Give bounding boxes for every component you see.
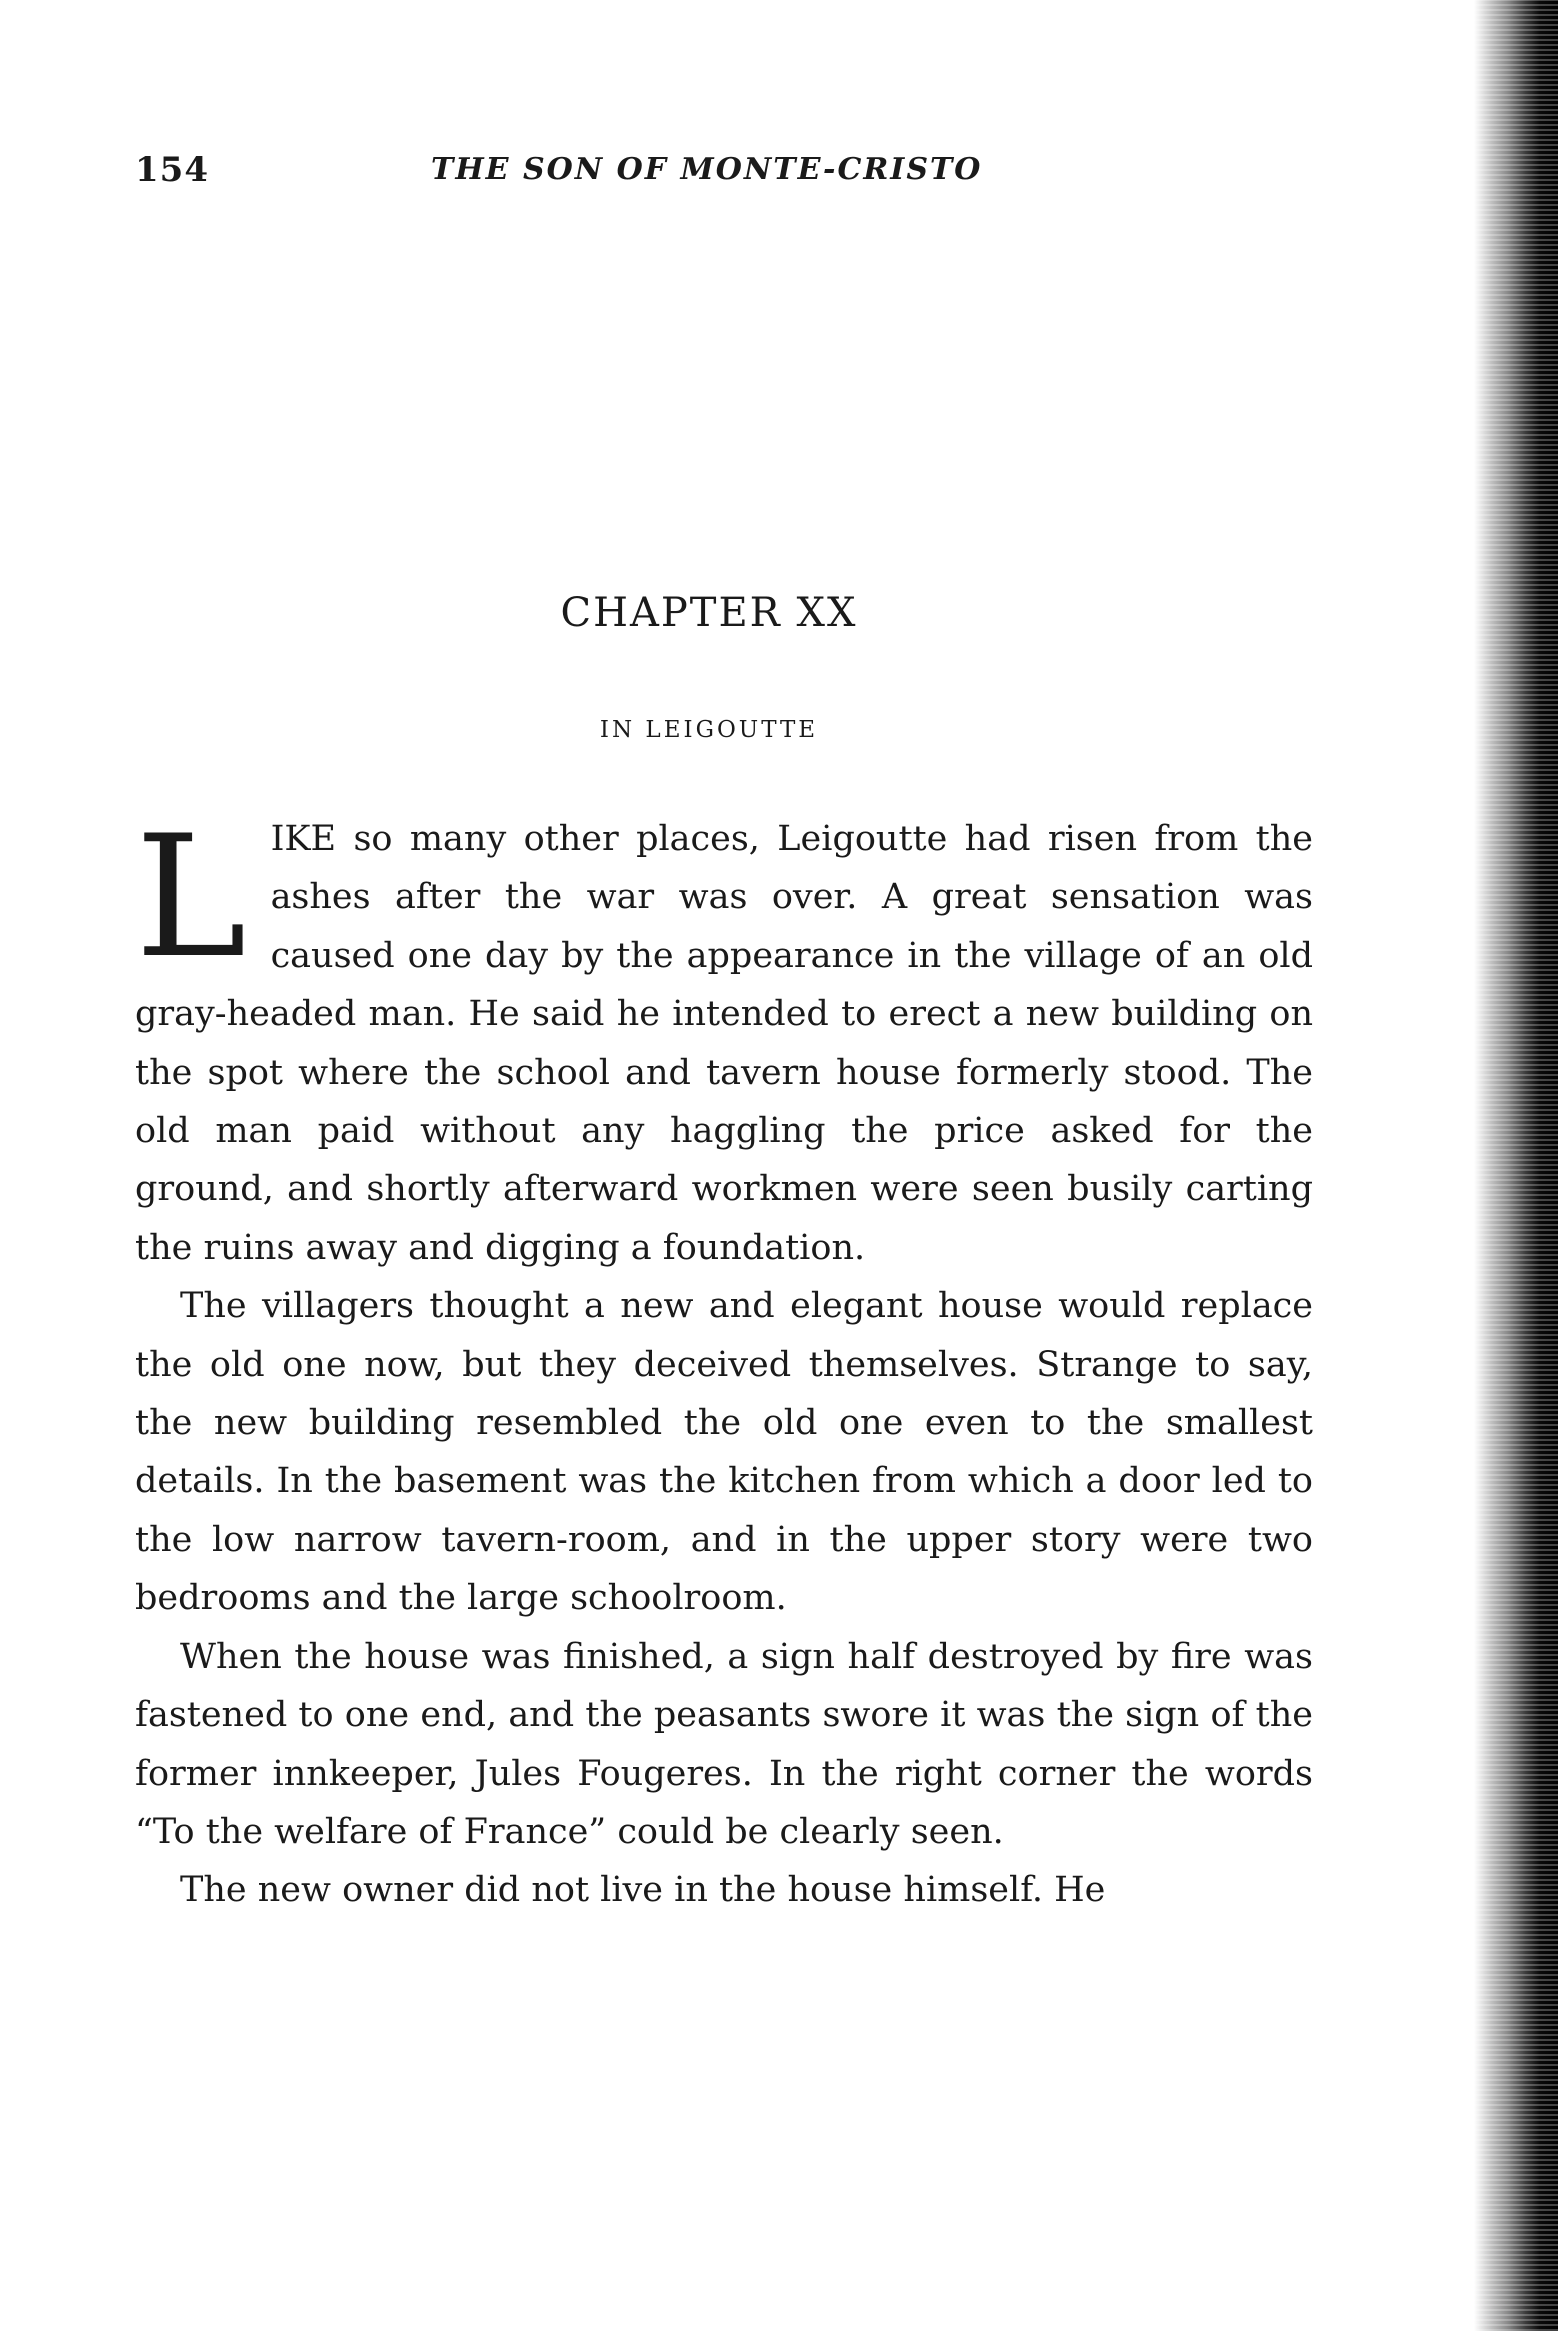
- body-text: [135, 799, 1313, 1920]
- paragraph: [135, 799, 1313, 1277]
- paragraph: The new owner did not live in the house himself. He: [180, 1870, 1106, 1911]
- running-header: [135, 150, 1315, 200]
- chapter-subtitle: IN LEIGOUTTE: [599, 717, 819, 743]
- page-edge-shadow: [1474, 0, 1558, 2331]
- page-number: 154: [135, 150, 209, 190]
- chapter-heading: CHAPTER XX: [560, 590, 858, 636]
- running-title: THE SON OF MONTE-CRISTO: [431, 152, 983, 187]
- paragraph-text: IKE so many other places, Leigoutte had risen from the ashes after the war was over. A great sensation was caused one day by the appearance in the village of an old gray-headed man. He said he intended to erect a new building on the spot where the school and tavern house formerly stood. The old man paid without any haggling the price asked for the ground, and shortly afterward workmen were seen busily carting the ruins away and digging a foundation.: [135, 819, 1313, 1268]
- paragraph: When the house was finished, a sign half destroyed by fire was fastened to one end, and the peasants swore it was the sign of the former innkeeper, Jules Fougeres. In the right corner the words “To the welfare of France” could be clearly seen.: [135, 1636, 1313, 1852]
- paragraph: The villagers thought a new and elegant house would replace the old one now, but they deceived themselves. Strange to say, the new building resembled the old one even to the smallest details. In the basement was the kitchen from which a door led to the low narrow tavern-room, and in the upper story were two bedrooms and the large schoolroom.: [135, 1286, 1313, 1619]
- drop-cap: L: [135, 799, 247, 995]
